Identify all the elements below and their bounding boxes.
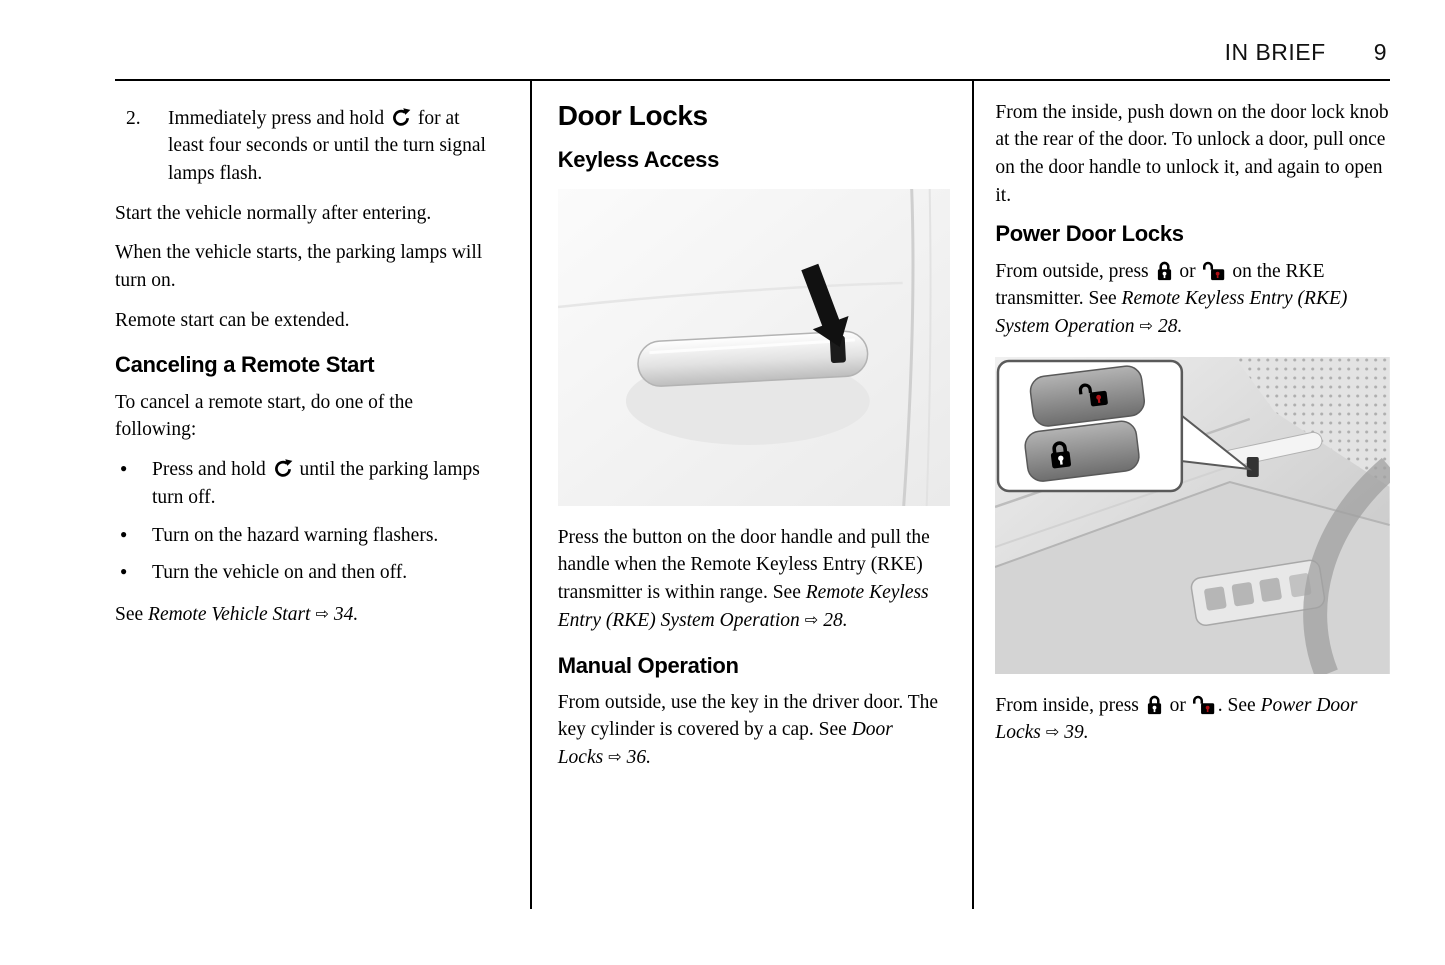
unlock-icon — [1193, 694, 1216, 715]
paragraph-parking-lamps: When the vehicle starts, the parking lamps will turn on. — [115, 242, 483, 292]
paragraph-inside-press: From inside, press or . See Power Door Locks ⇨ 39. — [995, 694, 1358, 744]
page-ref-arrow-icon: ⇨ — [1045, 722, 1060, 742]
page-ref-arrow-icon: ⇨ — [315, 603, 329, 623]
page-number: 9 — [1373, 39, 1387, 65]
cross-reference: See Remote Vehicle Start ⇨ 34. — [115, 603, 359, 625]
ref-link-door-locks: Door Locks — [557, 719, 893, 769]
bullet-item: ● Turn on the hazard warning flashers. — [115, 522, 496, 550]
ref-page-number: 28. — [823, 609, 848, 631]
ref-page-number: 34. — [333, 603, 359, 625]
numbered-step — [115, 105, 496, 188]
column-middle — [558, 81, 951, 909]
ref-page-number: 39. — [1064, 722, 1089, 744]
page-header — [0, 0, 1445, 79]
keyless-access-image — [558, 189, 951, 506]
paragraph-inside-lock: From the inside, push down on the door lock knob at the rear of the door. To unlock a door, pull once on the door handle to unlock it, and again to open it. — [995, 101, 1389, 206]
lock-icon — [1146, 694, 1163, 715]
cancel-options-list — [115, 456, 496, 587]
paragraph-outside-press: From outside, press or on the RKE transmitter. See Remote Keyless Entry (RKE) System Operation ⇨ 28. — [995, 260, 1348, 338]
page-ref-arrow-icon: ⇨ — [804, 609, 819, 629]
paragraph-keyless: Press the button on the door handle and pull the handle when the Remote Keyless Entry (RKE) transmitter is within range. See Remote Keyless Entry (RKE) System Operation ⇨ 28. — [557, 526, 930, 631]
heading-keyless-access: Keyless Access — [557, 147, 720, 173]
power-door-locks-image — [995, 357, 1390, 674]
page-ref-arrow-icon: ⇨ — [1139, 316, 1153, 336]
ref-link-rke-operation: Remote Keyless Entry (RKE) System Operation — [557, 582, 929, 631]
door-panel-illustration — [995, 357, 1390, 674]
ref-page-number: 36. — [626, 747, 651, 769]
heading-canceling-remote-start: Canceling a Remote Start — [115, 352, 375, 378]
paragraph-manual: From outside, use the key in the driver door. The key cylinder is covered by a cap. See Door Locks ⇨ 36. — [557, 691, 939, 769]
ref-page-number: 28. — [1157, 316, 1183, 338]
column-divider — [972, 81, 974, 909]
heading-manual-operation: Manual Operation — [557, 652, 739, 678]
remote-start-icon — [391, 108, 411, 128]
page-ref-arrow-icon: ⇨ — [608, 747, 622, 767]
ref-link-power-door-locks: Power Door Locks — [995, 694, 1358, 744]
door-lock-switch — [1247, 457, 1259, 477]
ref-link-remote-vehicle-start: Remote Vehicle Start — [148, 603, 311, 625]
step-number: 2. — [126, 107, 141, 129]
unlock-icon — [1203, 260, 1226, 281]
remote-start-icon — [273, 459, 293, 479]
lock-icon — [1156, 260, 1173, 281]
ref-link-rke-operation: Remote Keyless Entry (RKE) System Operation — [995, 288, 1348, 338]
paragraph-remote-extend: Remote start can be extended. — [115, 309, 350, 331]
heading-power-door-locks: Power Door Locks — [995, 221, 1184, 247]
content-columns — [115, 81, 1390, 909]
step-text: Immediately press and hold for at least four seconds or until the turn signal lamps flash. — [168, 107, 486, 185]
bullet-item: ● Turn the vehicle on and then off. — [115, 559, 496, 587]
column-divider — [530, 81, 532, 909]
column-left — [115, 81, 496, 909]
column-right — [995, 81, 1390, 909]
section-title: IN BRIEF — [1224, 39, 1326, 65]
bullet-item: ● Press and hold until the parking lamps turn off. — [115, 456, 496, 511]
heading-door-locks: Door Locks — [557, 99, 708, 131]
door-handle-illustration — [558, 189, 951, 506]
paragraph-cancel-intro: To cancel a remote start, do one of the following: — [115, 391, 414, 441]
paragraph-start-vehicle: Start the vehicle normally after entering. — [115, 202, 432, 224]
